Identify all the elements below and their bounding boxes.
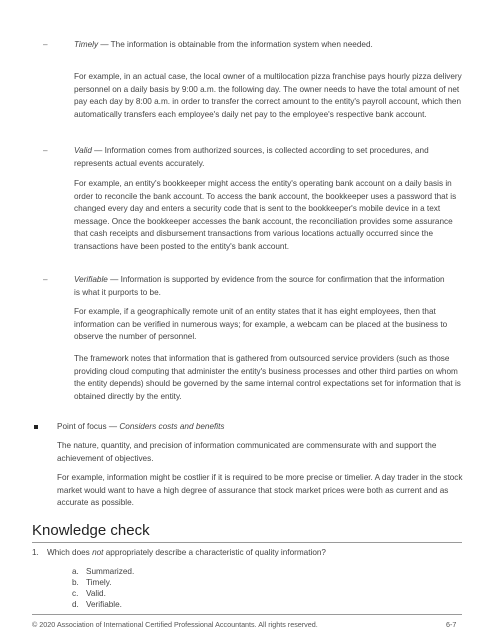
list-dash: – <box>43 40 48 49</box>
timely-definition-text: — The information is obtainable from the information system when needed. <box>98 40 373 49</box>
verifiable-term: Verifiable <box>74 275 108 284</box>
point-of-focus-heading <box>57 421 457 434</box>
point-of-focus-text: The nature, quantity, and precision of information communicated are commensurate with and support the achievement of objectives. <box>57 441 437 463</box>
point-of-focus-title: Considers costs and benefits <box>119 422 225 431</box>
section-divider <box>32 542 462 543</box>
footer-divider <box>32 614 462 615</box>
footer-copyright: © 2020 Association of International Certified Professional Accountants. All rights reserved. <box>32 620 318 629</box>
question-text-start: Which does <box>47 548 93 557</box>
footer-page-number: 6-7 <box>446 620 457 629</box>
timely-example: For example, in an actual case, the local owner of a multilocation pizza franchise pays hourly pizza delivery personnel on a daily basis by 9:00 a.m. the following day. The owner needs to have the total amount of net pay each day by 8:00 a.m. in order to transfer the correct amount to the entity's payroll account, which then automatically transfers each employee's daily net pay to the employee's respective bank account. <box>74 72 462 119</box>
knowledge-check-heading: Knowledge check <box>32 522 150 539</box>
valid-term: Valid <box>74 146 92 155</box>
valid-example: For example, an entity's bookkeeper might access the entity's operating bank account on a daily basis in order to reconcile the bank account. To access the bank account, the bookkeeper uses a password that is changed every day and enters a security code that is sent to the bookkeeper's mobile device in a text message. Once the bookkeeper accesses the bank account, the reconciliation provides some assurance that cash receipts and disbursement transactions from various locations actually occurred since the transactions have been posted to the entity's bank account. <box>74 179 457 251</box>
framework-note: The framework notes that information that is gathered from outsourced service providers (such as those providing cloud computing that administer the entity's business processes and other third parties on whom the entity depends) should be governed by the same internal control expectations set for information that is obtained directly by the entity. <box>74 354 461 401</box>
timely-term: Timely <box>74 40 99 49</box>
question-number: 1. <box>32 548 39 557</box>
option-a[interactable]: Summarized. <box>86 567 135 576</box>
question-emphasis: not <box>92 548 104 557</box>
question-text <box>47 547 457 560</box>
option-d[interactable]: Verifiable. <box>86 600 122 609</box>
option-letter-d: d. <box>72 600 79 609</box>
verifiable-example: For example, if a geographically remote unit of an entity states that it has eight employees, then that information can be verified in numerous ways; for example, a webcam can be placed at the business to observe the number of personnel. <box>74 307 448 342</box>
valid-definition <box>74 145 444 170</box>
list-dash: – <box>43 146 48 155</box>
option-b[interactable]: Timely. <box>86 578 112 587</box>
bullet-marker <box>34 425 38 429</box>
point-of-focus-example: For example, information might be costlier if it is required to be more precise or timelier. A day trader in the stock market would want to have a high degree of assurance that stock market prices were both as current and as accurate as possible. <box>57 473 463 508</box>
option-letter-c: c. <box>72 589 79 598</box>
verifiable-definition <box>74 274 446 299</box>
list-dash: – <box>43 275 48 284</box>
valid-definition-text: — Information comes from authorized sources, is collected according to set procedures, and represents actual events accurately. <box>74 146 429 168</box>
option-letter-b: b. <box>72 578 79 587</box>
timely-definition <box>74 39 464 52</box>
question-text-end: appropriately describe a characteristic of quality information? <box>103 548 326 557</box>
option-c[interactable]: Valid. <box>86 589 106 598</box>
verifiable-definition-text: — Information is supported by evidence from the source for confirmation that the information is what it purports to be. <box>74 275 445 297</box>
option-letter-a: a. <box>72 567 79 576</box>
point-of-focus-prefix: Point of focus — <box>57 422 120 431</box>
